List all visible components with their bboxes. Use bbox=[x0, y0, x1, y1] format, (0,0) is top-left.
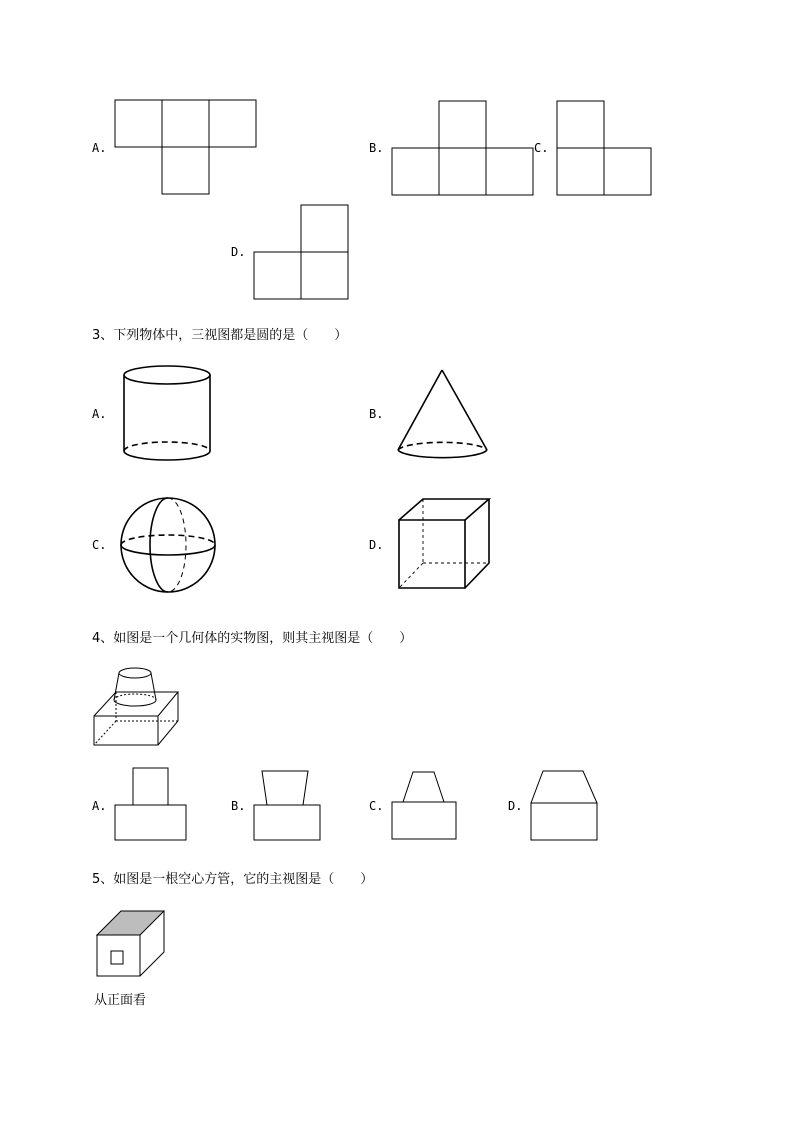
q3-option-c-label: C. bbox=[92, 538, 107, 552]
q4-option-d-figure bbox=[530, 770, 600, 842]
q3-option-b-label: B. bbox=[369, 407, 384, 421]
q3-sphere-figure bbox=[118, 496, 218, 594]
q2-option-d-label: D. bbox=[231, 245, 246, 259]
q3-cube-figure bbox=[396, 496, 492, 592]
q4-option-d-label: D. bbox=[508, 799, 523, 813]
q2-option-b-net-figure bbox=[391, 100, 537, 197]
q4-question-text: 4、如图是一个几何体的实物图，则其主视图是（ ） bbox=[92, 631, 413, 646]
q4-option-c-figure bbox=[391, 771, 459, 842]
q2-option-d-net-figure bbox=[253, 204, 352, 301]
q5-question-text: 5、如图是一根空心方管，它的主视图是（ ） bbox=[92, 872, 374, 887]
q2-option-a-label: A. bbox=[92, 141, 107, 155]
q2-option-b-label: B. bbox=[369, 141, 384, 155]
q2-option-c-label: C. bbox=[534, 141, 549, 155]
q4-option-c-label: C. bbox=[369, 799, 384, 813]
q3-question-text: 3、下列物体中，三视图都是圆的是（ ） bbox=[92, 328, 348, 343]
q5-caption: 从正面看 bbox=[94, 993, 147, 1008]
q3-cone-figure bbox=[395, 368, 491, 463]
q2-option-c-net-figure bbox=[556, 100, 655, 197]
q5-hollow-tube-figure bbox=[94, 908, 168, 980]
q3-option-a-label: A. bbox=[92, 407, 107, 421]
q3-cylinder-figure bbox=[122, 365, 214, 463]
q4-option-a-label: A. bbox=[92, 799, 107, 813]
q4-option-b-figure bbox=[253, 770, 323, 842]
q4-object-figure bbox=[92, 664, 180, 748]
q3-option-d-label: D. bbox=[369, 538, 384, 552]
q2-option-a-net-figure bbox=[114, 99, 260, 197]
q4-option-b-label: B. bbox=[231, 799, 246, 813]
q4-option-a-figure bbox=[114, 767, 188, 842]
